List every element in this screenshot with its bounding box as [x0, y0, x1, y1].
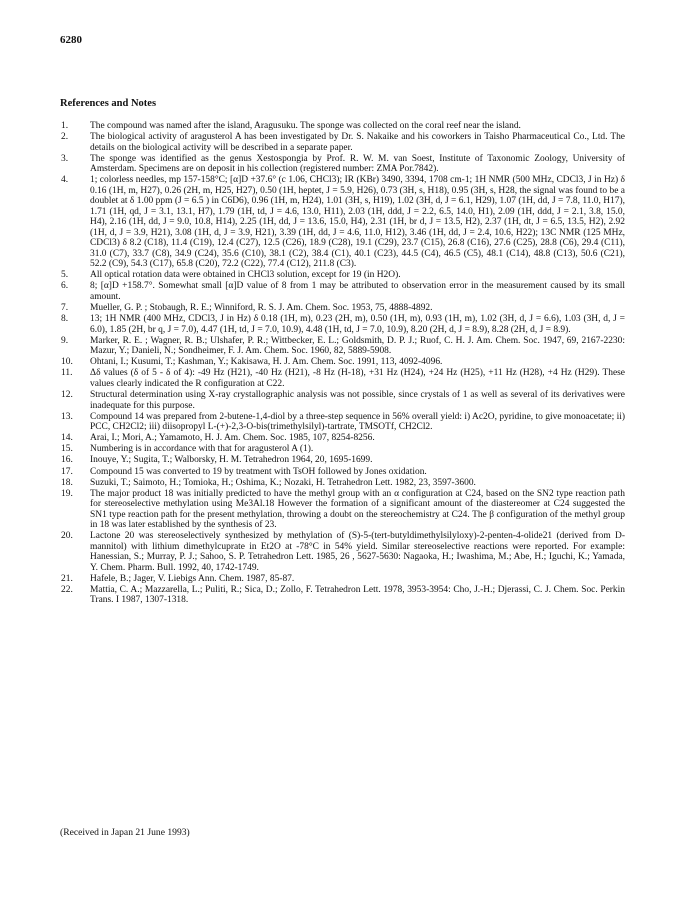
note-text: Suzuki, T.; Saimoto, H.; Tomioka, H.; Oshima, K.; Nozaki, H. Tetrahedron Lett. 1982, 23, 3597-3600.	[90, 477, 476, 488]
note-text: Hafele, B.; Jager, V. Liebigs Ann. Chem. 1987, 85-87.	[90, 573, 295, 584]
note-number: 18.	[61, 477, 73, 488]
note-number: 4.	[61, 175, 69, 186]
note-text: The biological activity of aragusterol A has been investigated by Dr. S. Nakaike and his coworkers in Taisho Pharmaceutical Co., Ltd. The details on the biological activity will be described in a separate paper.	[90, 132, 625, 153]
note-text: The sponge was identified as the genus Xestospongia by Prof. R. W. M. van Soest, Institute of Taxonomic Zoology, University of Amsterdam. Specimens are on deposit in his collection (registered number: ZMA Por.7842).	[90, 153, 625, 175]
page-number: 6280	[60, 34, 82, 46]
reference-note-7	[60, 303, 625, 314]
note-number: 16.	[61, 455, 73, 466]
note-text: Numbering is in accordance with that for aragusterol A (1).	[90, 444, 314, 455]
note-number: 5.	[61, 270, 69, 281]
note-text: All optical rotation data were obtained in CHCl3 solution, except for 19 (in H2O).	[90, 270, 401, 281]
note-text: Mattia, C. A.; Mazzarella, L.; Puliti, R.; Sica, D.; Zollo, F. Tetrahedron Lett. 1978, 3953-3954: Cho, J.-H.; Djerassi, C. J. Chem. Soc. Perkin Trans. I 1987, 1307-1318.	[90, 584, 625, 606]
note-text: Structural determination using X-ray crystallographic analysis was not possible, since crystals of 1 as well as several of its derivatives were inadequate for this purpose.	[90, 390, 625, 411]
note-text: The major product 18 was initially predicted to have the methyl group with an α configuration at C24, based on the SN2 type reaction path for stereoselective methylation using Me3Al.18 However the formation of a significant amount of the diastereomer at C24 suggested the SN1 type reaction path for the present methylation, throwing a doubt on the stereochemistry at C24. The β configuration of the methyl group in 18 was later established by the synthesis of 23.	[90, 488, 625, 531]
reference-note-9	[60, 336, 625, 357]
received-date: (Received in Japan 21 June 1993)	[60, 827, 190, 838]
note-text: Marker, R. E. ; Wagner, R. B.; Ulshafer, P. R.; Wittbecker, E. L.; Goldsmith, D. P. J.; Ruof, C. H. J. Am. Chem. Soc. 1947, 69, 2167-2230: Mazur, Y.; Danieli, N.; Sondheimer, F. J. Am. Chem. Soc. 1960, 82, 5889-5908.	[90, 335, 625, 357]
note-number: 13.	[61, 411, 73, 422]
note-text: Arai, I.; Mori, A.; Yamamoto, H. J. Am. Chem. Soc. 1985, 107, 8254-8256.	[90, 433, 375, 444]
note-number: 15.	[61, 444, 73, 455]
reference-note-2	[60, 132, 625, 153]
references-heading: References and Notes	[60, 98, 157, 109]
reference-note-17	[60, 467, 625, 478]
reference-note-8	[60, 314, 625, 335]
note-number: 6.	[61, 281, 69, 292]
reference-note-15	[60, 444, 625, 455]
note-number: 1.	[61, 121, 69, 131]
references-list	[60, 121, 625, 607]
note-number: 8.	[61, 314, 69, 325]
reference-note-22	[60, 585, 625, 606]
reference-note-5	[60, 270, 625, 281]
note-text: 1; colorless needles, mp 157-158°C; [α]D +37.6° (c 1.06, CHCl3); IR (KBr) 3490, 3394, 1708 cm-1; 1H NMR (500 MHz, CDCl3, J in Hz) δ 0.16 (1H, m, H27), 0.26 (2H, m, H25, H27), 0.50 (1H, heptet, J = 5.9, H26), 0.73 (3H, s, H18), 0.95 (3H, s, H28, the signal was found to be a doublet at δ 1.00 ppm (J = 6.5 ) in C6D6), 0.96 (1H, m, H24), 1.01 (3H, s, H19), 1.02 (3H, d, J = 6.1, H29), 1.07 (1H, dd, J = 7.8, 11.0, H17), 1.71 (1H, qd, J = 3.1, 13.1, H7), 1.79 (1H, td, J = 4.6, 13.0, H11), 2.03 (1H, ddd, J = 2.2, 6.5, 14.0, H1), 2.09 (1H, ddd, J = 2.1, 3.8, 15.0, H4), 2.16 (1H, dd, J = 9.0, 10.8, H14), 2.25 (1H, dd, J = 13.6, 15.0, H4), 2.31 (1H, br d, J = 13.5, H2), 2.37 (1H, dt, J = 6.5, 13.5, H2), 2.92 (1H, d, J = 3.9, H21), 3.08 (1H, d, J = 3.9, H21), 3.39 (1H, dd, J = 4.6, 11.0, H12), 3.46 (1H, dd, J = 2.4, 10.6, H22); 13C NMR (125 MHz, CDCl3) δ 8.2 (C18), 11.4 (C19), 12.4 (C27), 12.5 (C26), 18.9 (C28), 19.1 (C29), 23.7 (C15), 26.8 (C16), 27.6 (C25), 28.8 (C6), 29.4 (C11), 31.0 (C7), 33.7 (C8), 34.9 (C24), 35.6 (C10), 38.1 (C2), 38.4 (C1), 40.1 (C23), 44.5 (C4), 46.5 (C5), 48.1 (C14), 48.8 (C13), 50.6 (C21), 52.2 (C9), 54.3 (C17), 65.8 (C20), 72.2 (C22), 77.4 (C12), 211.8 (C3).	[90, 175, 625, 270]
reference-note-4	[60, 175, 625, 270]
note-number: 2.	[61, 132, 69, 143]
note-text: Compound 15 was converted to 19 by treatment with TsOH followed by Jones oxidation.	[90, 466, 427, 477]
note-number: 17.	[61, 466, 73, 477]
reference-note-10	[60, 357, 625, 368]
reference-note-18	[60, 478, 625, 489]
note-text: 13; 1H NMR (400 MHz, CDCl3, J in Hz) δ 0.18 (1H, m), 0.23 (2H, m), 0.50 (1H, m), 0.93 (1H, m), 1.02 (3H, d, J = 6.6), 1.03 (3H, d, J = 6.0), 1.85 (2H, br q, J = 7.0), 4.47 (1H, td, J = 7.0, 10.9), 4.48 (1H, td, J = 7.0, 10.9), 8.20 (2H, d, J = 8.9), 8.28 (2H, d, J = 8.9).	[90, 314, 625, 335]
note-number: 22.	[61, 584, 73, 595]
note-text: Mueller, G. P. ; Stobaugh, R. E.; Winniford, R. S. J. Am. Chem. Soc. 1953, 75, 4888-4892.	[90, 303, 433, 314]
reference-note-6	[60, 281, 625, 302]
reference-note-20	[60, 531, 625, 573]
note-text: Inouye, Y.; Sugita, T.; Walborsky, H. M. Tetrahedron 1964, 20, 1695-1699.	[90, 455, 373, 466]
note-number: 7.	[61, 303, 69, 314]
reference-note-13	[60, 412, 625, 433]
note-text: The compound was named after the island, Aragusuku. The sponge was collected on the coral reef near the island.	[90, 121, 521, 131]
note-number: 20.	[61, 531, 73, 542]
reference-note-14	[60, 433, 625, 444]
reference-note-19	[60, 489, 625, 531]
note-text: 8; [α]D +158.7°. Somewhat small [α]D value of 8 from 1 may be attributed to observation error in the measurement caused by its small amount.	[90, 281, 625, 302]
note-text: Ohtani, I.; Kusumi, T.; Kashman, Y.; Kakisawa, H. J. Am. Chem. Soc. 1991, 113, 4092-4096.	[90, 357, 443, 368]
note-text: Δδ values (δ of 5 - δ of 4): -49 Hz (H21), -40 Hz (H21), -8 Hz (H-18), +31 Hz (H24), +24 Hz (H25), +11 Hz (H28), +4 Hz (H29). These values clearly indicated the R configuration at C22.	[90, 368, 625, 389]
note-number: 12.	[61, 390, 73, 401]
note-number: 9.	[61, 335, 69, 346]
note-text: Compound 14 was prepared from 2-butene-1,4-diol by a three-step sequence in 56% overall yield: i) Ac2O, pyridine, to give monoacetate; ii) PCC, CH2Cl2; iii) diisopropyl L-(+)-2,3-O-bis(trimethylsilyl)-tartrate, TMSOTf, CH2Cl2.	[90, 411, 625, 433]
note-number: 10.	[61, 357, 73, 368]
note-number: 19.	[61, 488, 73, 499]
reference-note-11	[60, 368, 625, 389]
note-number: 21.	[61, 573, 73, 584]
note-number: 11.	[61, 368, 73, 379]
reference-note-21	[60, 574, 625, 585]
reference-note-3	[60, 154, 625, 175]
note-text: Lactone 20 was stereoselectively synthesized by methylation of (S)-5-(tert-butyldimethylsilyloxy)-2-penten-4-olide21 (derived from D-mannitol) with lithium dimethylcuprate in Et2O at -78°C in 54% yield. Similar stereoselective reactions were reported. For example: Hanessian, S.; Murray, P. J.; Sahoo, S. P. Tetrahedron Lett. 1985, 26 , 5627-5630: Nagaoka, H.; Iwashima, M.; Abe, H.; Iguchi, K.; Yamada, Y. Chem. Pharm. Bull. 1992, 40, 1742-1749.	[90, 531, 625, 573]
note-number: 14.	[61, 433, 73, 444]
reference-note-12	[60, 390, 625, 411]
reference-note-16	[60, 455, 625, 466]
reference-note-1	[60, 121, 625, 132]
note-number: 3.	[61, 153, 69, 164]
